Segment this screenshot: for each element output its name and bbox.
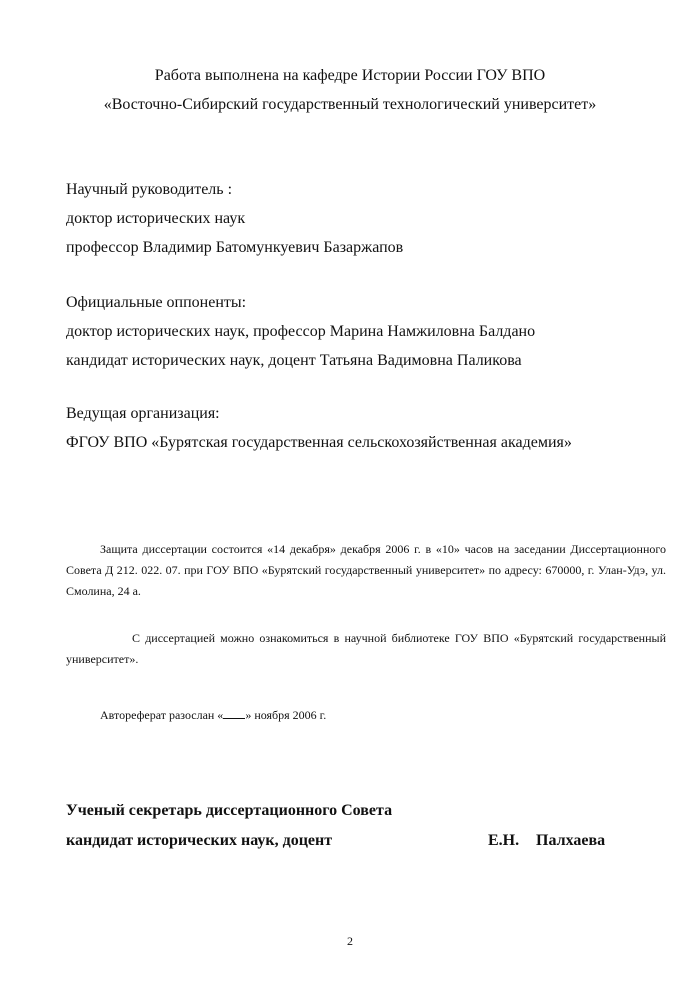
defense-paragraph: Защита диссертации состоится «14 декабря» декабря 2006 г. в «10» часов на заседании Диссертационного Совета Д 212. 022. 07. при ГОУ ВПО «Бурятский государственный университет» по адресу: 670000, г. Улан-Удэ, ул. Смолина, 24 а.: [66, 542, 666, 598]
supervisor-name: профессор Владимир Батомункуевич Базаржапов: [66, 239, 404, 256]
opponents-label: Официальные оппоненты:: [66, 294, 247, 311]
abstract-sent-after: » ноября 2006 г.: [245, 708, 327, 722]
header-line-2: «Восточно-Сибирский государственный технологический университет»: [103, 96, 597, 113]
secretary-title: Ученый секретарь диссертационного Совета: [66, 802, 393, 819]
secretary-initials: Е.Н.: [488, 832, 520, 849]
abstract-sent-line: [100, 709, 326, 721]
library-paragraph: С диссертацией можно ознакомиться в научной библиотеке ГОУ ВПО «Бурятский государственный университет».: [66, 631, 666, 666]
organization-name: ФГОУ ВПО «Бурятская государственная сельскохозяйственная академия»: [66, 434, 572, 451]
abstract-sent-before: Автореферат разослан «: [100, 708, 224, 722]
page-number: 2: [347, 934, 353, 948]
secretary-surname: Палхаева: [536, 832, 606, 849]
header-line-1: Работа выполнена на кафедре Истории России ГОУ ВПО: [154, 67, 546, 84]
supervisor-degree: доктор исторических наук: [66, 210, 246, 227]
supervisor-label: Научный руководитель :: [66, 181, 233, 198]
opponent-first: доктор исторических наук, профессор Марина Намжиловна Балдано: [66, 323, 536, 340]
organization-label: Ведущая организация:: [66, 405, 220, 422]
date-blank: [223, 709, 245, 719]
secretary-degree: кандидат исторических наук, доцент: [66, 832, 333, 849]
opponent-second: кандидат исторических наук, доцент Татьяна Вадимовна Паликова: [66, 352, 522, 369]
